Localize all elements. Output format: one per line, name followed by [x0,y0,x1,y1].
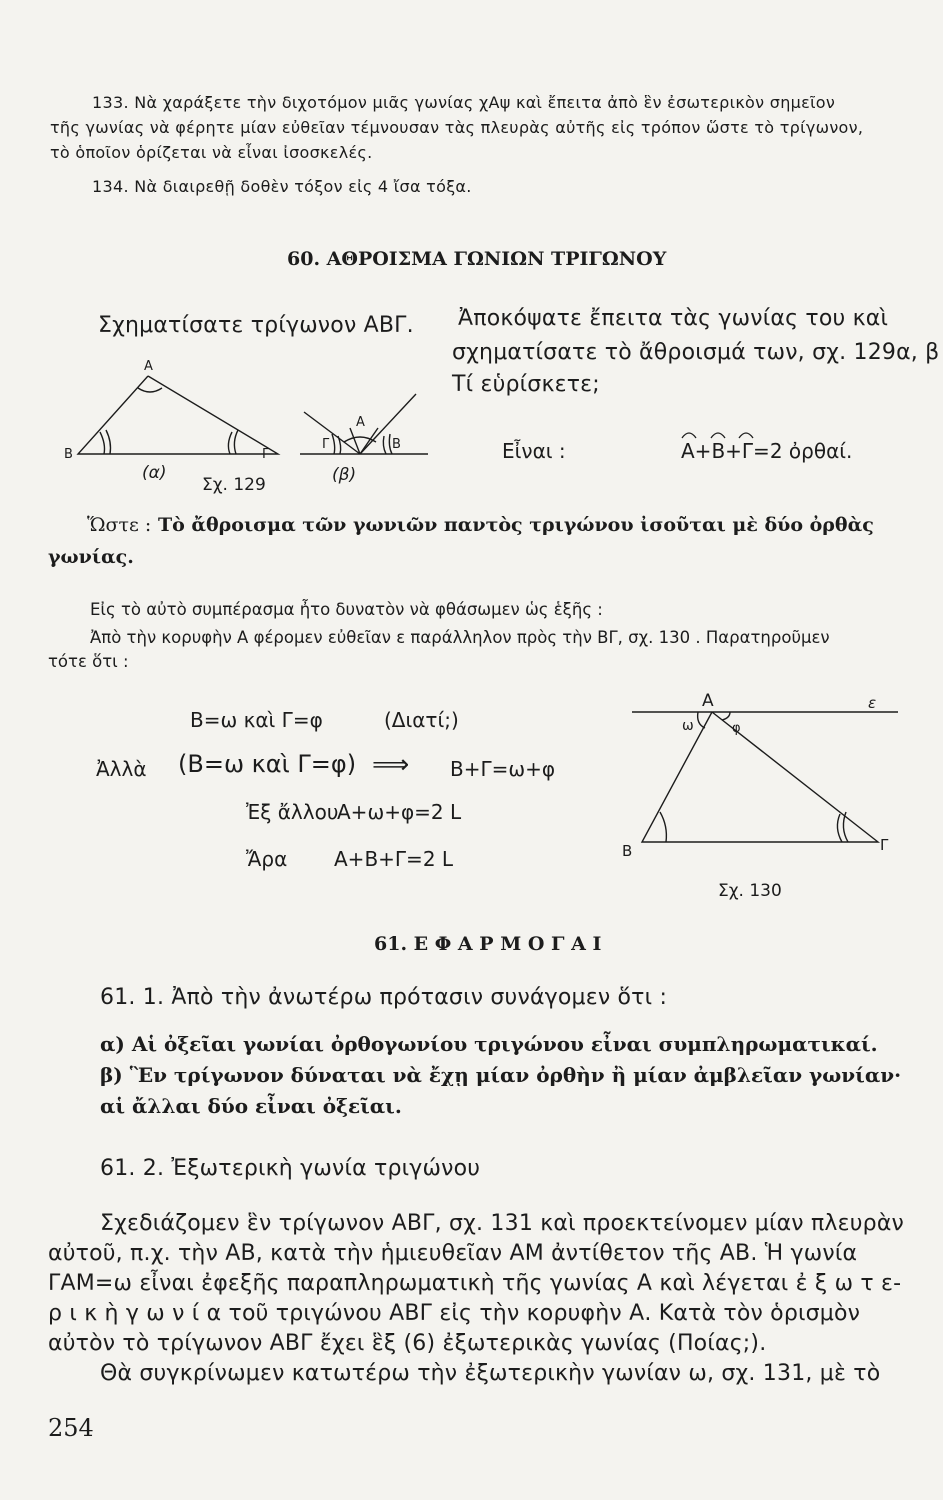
fig130-angle-phi [722,712,730,720]
figure-129 [60,352,430,502]
fig129b-angle-B-1 [383,436,386,454]
proof-line-2: τότε ὅτι : [48,652,129,671]
sub1-item-b-line-2: αἱ ἄλλαι δύο εἶναι ὀξεῖαι. [100,1094,402,1118]
fig129a-angle-B-2 [106,430,111,454]
activity-right-2: σχηματίσατε τὸ ἄθροισμά των, σχ. 129α, β [452,340,940,365]
fig130-label-omega: ω [682,718,694,734]
proof-eq3-word: Ἐξ ἄλλου [246,800,339,824]
section-61-title: 61. Ε Φ Α Ρ Μ Ο Γ Α Ι [374,933,602,955]
sub2-p-line-3: ΓΑΜ=ω εἶναι ἐφεξῆς παραπληρωματικὴ τῆς γωνίας Α καὶ λέγεται ἐ ξ ω τ ε- [48,1271,902,1296]
fig129b-label-G: Γ [322,437,330,452]
activity-right-3: Τί εὑρίσκετε; [452,372,600,397]
sub1-item-a: α) Αἱ ὀξεῖαι γωνίαι ὀρθογωνίου τριγώνου εἶναι συμπληρωματικαί. [100,1032,878,1056]
result-hats [681,426,811,442]
fig129a-triangle [78,376,278,454]
sub2-p-line-5: αὐτὸν τὸ τρίγωνον ΑΒΓ ἔχει ἓξ (6) ἐξωτερικὰς γωνίας (Ποίας;). [48,1331,767,1356]
proof-eq1: Β=ω καὶ Γ=φ [190,708,323,732]
fig129b-label-B: Β [392,437,401,452]
fig129a-angle-G-1 [228,432,232,454]
page-number: 254 [48,1414,94,1442]
fig130-angle-B [660,812,666,842]
fig129-caption: Σχ. 129 [202,475,266,495]
activity-left: Σχηματίσατε τρίγωνον ΑΒΓ. [98,313,414,338]
result-label: Εἶναι : [502,439,566,463]
proof-eq2-result: Β+Γ=ω+φ [450,757,556,781]
section-60-title: 60. ΑΘΡΟΙΣΜΑ ΓΩΝΙΩΝ ΤΡΙΓΩΝΟΥ [287,248,667,270]
proof-intro: Εἰς τὸ αὐτὸ συμπέρασμα ἦτο δυνατὸν νὰ φθάσωμεν ὡς ἑξῆς : [90,600,603,619]
hat-B [711,433,725,438]
proof-eq2-word: Ἀλλὰ [96,757,147,781]
fig130-label-G: Γ [880,836,889,854]
exercise-133-line-1: 133. Νὰ χαράξετε τὴν διχοτόμον μιᾶς γωνίας χΑψ καὶ ἔπειτα ἀπὸ ἓν ἐσωτερικὸν σημεῖον [92,93,836,112]
fig129b-angle-G-1 [332,434,335,454]
proof-line-1: Ἀπὸ τὴν κορυφὴν Α φέρομεν εὐθεῖαν ε παράλληλον πρὸς τὴν ΒΓ, σχ. 130 . Παρατηροῦμεν [90,628,830,647]
fig129a-angle-B-1 [100,432,105,454]
fig130-angle-G-1 [837,814,842,842]
sub2-heading: 61. 2. Ἐξωτερικὴ γωνία τριγώνου [100,1156,481,1181]
sub2-p-line-4: ρ ι κ ὴ γ ω ν ί α τοῦ τριγώνου ΑΒΓ εἰς τὴν κορυφὴν Α. Κατὰ τὸν ὁρισμὸν [48,1301,861,1326]
fig129a-label-B: Β [64,447,73,462]
fig129a-angle-A [138,388,162,392]
fig129-label-a: (α) [142,463,167,483]
proof-eq4: Α+Β+Γ=2 L [334,847,454,871]
fig130-label-A: Α [702,691,714,711]
sub1-item-b-line-1: β) Ἓν τρίγωνον δύναται νὰ ἔχῃ μίαν ὀρθὴν ἢ μίαν ἀμβλεῖαν γωνίαν· [100,1063,902,1087]
fig130-label-epsilon: ε [868,694,877,712]
exercise-133-line-2: τῆς γωνίας νὰ φέρητε μίαν εὐθεῖαν τέμνουσαν τὰς πλευρὰς αὐτῆς εἰς τρόπον ὥστε τὸ τρίγωνον, [50,118,864,137]
proof-eq3: Α+ω+φ=2 L [337,800,462,824]
fig130-label-phi: φ [732,721,741,736]
proof-eq2: (Β=ω καὶ Γ=φ) [178,750,357,778]
fig129b-label-A: Α [356,415,365,430]
sub2-p-line-6: Θὰ συγκρίνωμεν κατωτέρω τὴν ἐξωτερικὴν γωνίαν ω, σχ. 131, μὲ τὸ [100,1361,881,1386]
activity-right-1: Ἀποκόψατε ἔπειτα τὰς γωνίας του καὶ [458,306,889,331]
result-equation: Α+Β+Γ=2 ὀρθαί. [681,439,853,463]
fig130-caption: Σχ. 130 [718,881,782,901]
exercise-134: 134. Νὰ διαιρεθῇ δοθὲν τόξον εἰς 4 ἴσα τόξα. [92,177,472,196]
fig129-label-b: (β) [332,465,357,485]
theorem-text-1: Τὸ ἄθροισμα τῶν γωνιῶν παντὸς τριγώνου ἰσοῦται μὲ δύο ὀρθὰς [157,514,874,536]
sub1-heading: 61. 1. Ἀπὸ τὴν ἀνωτέρω πρότασιν συνάγομεν ὅτι : [100,985,668,1010]
fig129a-angle-G-2 [234,430,238,454]
proof-eq1-note: (Διατί;) [384,708,459,732]
fig129a-label-G: Γ [262,447,270,462]
fig130-triangle [642,712,878,842]
proof-arrow: ⟹ [372,750,410,780]
figure-130 [610,690,910,910]
sub2-p-line-1: Σχεδιάζομεν ἓν τρίγωνον ΑΒΓ, σχ. 131 καὶ προεκτείνομεν μίαν πλευρὰν [100,1211,905,1236]
sub2-p-line-2: αὐτοῦ, π.χ. τὴν ΑΒ, κατὰ τὴν ἡμιευθεῖαν ΑΜ ἀντίθετον τῆς ΑΒ. Ἡ γωνία [48,1241,858,1266]
theorem-line-1 [87,514,874,536]
fig130-label-B: Β [622,842,633,860]
hat-A [682,433,696,438]
exercise-133-line-3: τὸ ὁποῖον ὁρίζεται νὰ εἶναι ἰσοσκελές. [50,143,373,162]
fig129a-label-A: Α [144,359,153,374]
proof-eq4-word: Ἄρα [246,847,288,871]
theorem-prefix: Ὥστε : [87,514,152,536]
fig129b-ray-right [360,394,416,454]
theorem-line-2: γωνίας. [48,546,134,568]
hat-G [739,433,753,438]
